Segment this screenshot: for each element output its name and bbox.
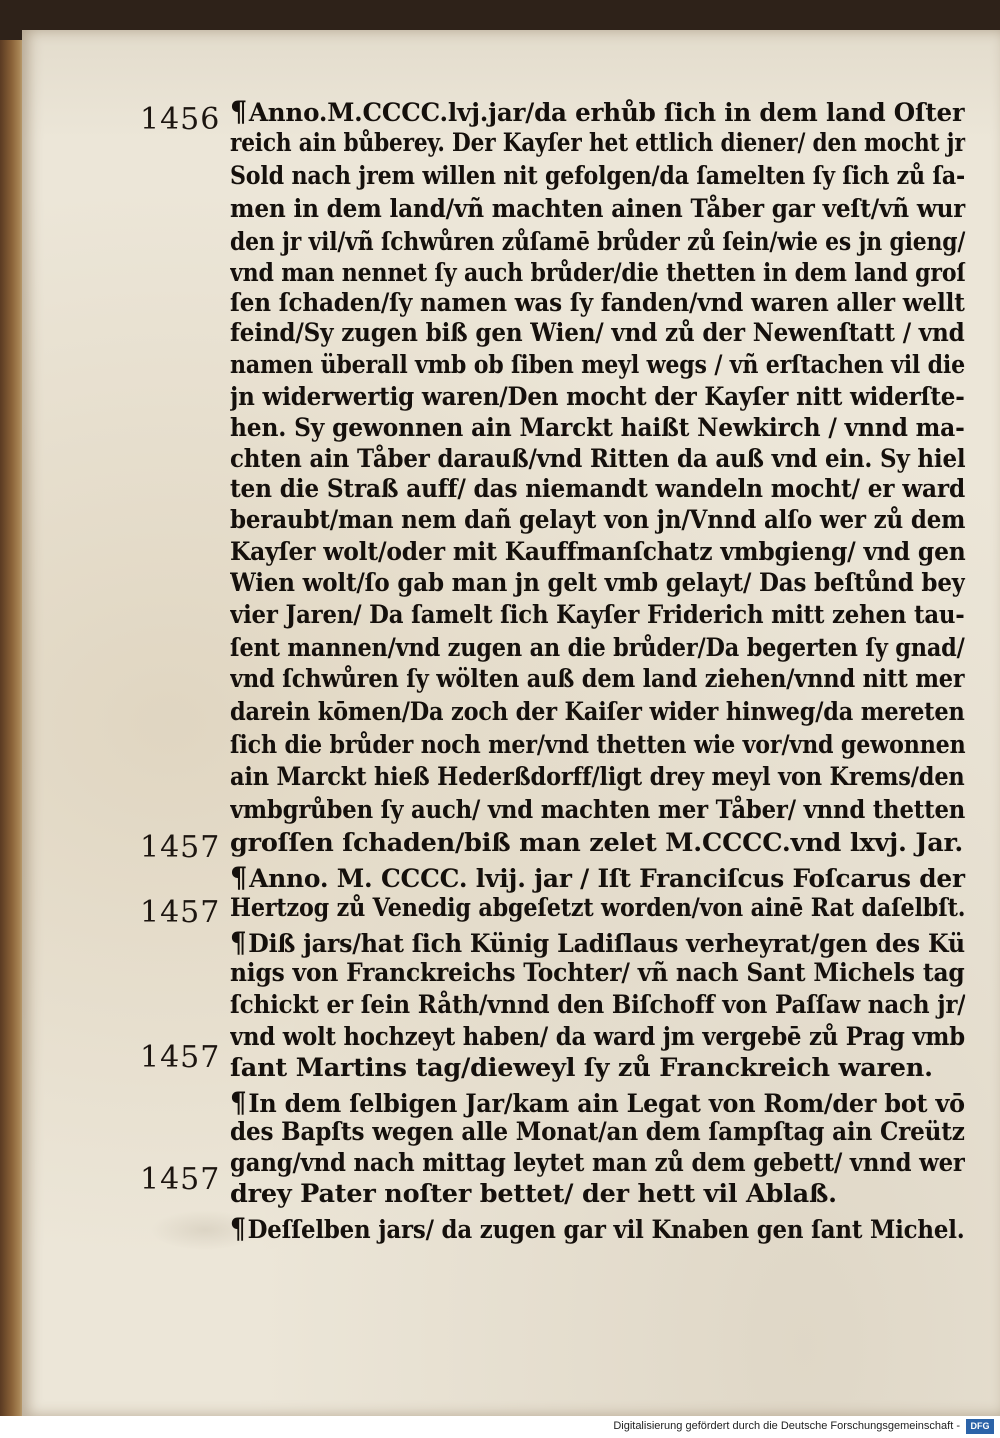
text-line: vier Jaren/ Da ſamelt ſich Kayſer Friderich mitt zehen tau-	[230, 600, 965, 630]
text-line: den jr vil/vñ ſchwůren zůſamē brůder zů ſein/wie es jn gieng/	[230, 227, 966, 257]
text-line: vnd wolt hochzeyt haben/ da ward jm vergebē zů Prag vmb	[230, 1022, 965, 1052]
text-line: reich ain bůberey. Der Kayſer het ettlich diener/ den mocht jr	[230, 128, 966, 158]
paragraph-mark: ¶	[230, 926, 247, 959]
funding-credit: Digitalisierung gefördert durch die Deutsche Forschungsgemeinschaft -	[613, 1420, 960, 1432]
text-line: ¶Diß jars/hat ſich Künig Ladiſlaus verheyrat/gen des Kü	[230, 926, 965, 959]
text-line: beraubt/man nem dañ gelayt von jn/Vnnd alſo wer zů dem	[230, 505, 966, 535]
text-line: ain Marckt hieß Hederßdorff/ligt drey meyl von Krems/den	[230, 762, 965, 792]
text-line: Sold nach jrem willen nit gefolgen/da ſamelten ſy ſich zů ſa-	[230, 161, 966, 191]
text-line: feind/Sy zugen biß gen Wien/ vnd zů der Newenſtatt / vnd	[230, 318, 965, 348]
footer-bar	[0, 1416, 1000, 1438]
paragraph-mark: ¶	[230, 861, 248, 894]
margin-year: 1457	[140, 830, 221, 865]
text-line: Hertzog zů Venedig abgeſetzt worden/von ainē Rat daſelbſt.	[230, 893, 966, 923]
text-line: ſen ſchaden/ſy namen was ſy fanden/vnd waren aller wellt	[230, 288, 965, 318]
text-line: des Bapſts wegen alle Monat/an dem ſampſtag ain Creütz	[230, 1117, 965, 1147]
text-line: ¶In dem ſelbigen Jar/kam ain Legat von Rom/der bot vō	[230, 1086, 965, 1119]
text-line: ſent mannen/vnd zugen an die brůder/Da begerten ſy gnad/	[230, 633, 965, 663]
text-line: nigs von Franckreichs Tochter/ vñ nach Sant Michels tag	[230, 958, 965, 988]
text-line: ſich die brůder noch mer/vnd thetten wie vor/vnd gewonnen	[230, 730, 966, 760]
text-line: ¶Anno. M. CCCC. lvij. jar / Iſt Franciſcus Foſcarus der	[230, 861, 965, 894]
text-line: Kayſer wolt/oder mit Kauffmanſchatz vmbgieng/ vnd gen	[230, 537, 966, 567]
text-line: namen überall vmb ob ſiben meyl wegs / vñ erſtachen vil die	[230, 350, 966, 380]
text-line: ſchickt er ſein Råth/vnnd den Biſchoff von Paſſaw nach jr/	[230, 990, 966, 1020]
text-line: vmbgrůben ſy auch/ vnd machten mer Tåber/ vnnd thetten	[230, 795, 966, 825]
text-line: jn widerwertig waren/Den mocht der Kayſer nitt widerſte-	[230, 382, 965, 412]
paragraph-mark: ¶	[230, 1212, 246, 1245]
paragraph-mark: ¶	[230, 95, 247, 128]
text-line: men in dem land/vñ machten ainen Tåber gar veſt/vñ wur	[230, 194, 966, 224]
text-line: ¶Deſſelben jars/ da zugen gar vil Knaben gen ſant Michel.	[230, 1212, 965, 1245]
paragraph-mark: ¶	[230, 1086, 247, 1119]
text-line: ¶Anno.M.CCCC.lvj.jar/da erhůb ſich in dem land Oſter	[230, 95, 965, 128]
text-line: ten die Straß auff/ das niemandt wandeln mocht/ er ward	[230, 474, 965, 504]
text-line: gang/vnd nach mittag leytet man zů dem gebett/ vnnd wer	[230, 1148, 965, 1178]
text-line: chten ain Tåber darauß/vnd Ritten da auß vnd ein. Sy hiel	[230, 444, 966, 474]
text-line: Wien wolt/ſo gab man jn gelt vmb gelayt/ Das beſtůnd bey	[230, 568, 965, 598]
text-line: groſſen ſchaden/biß man zelet M.CCCC.vnd lxvj. Jar.	[230, 828, 964, 858]
margin-year: 1457	[140, 895, 221, 930]
dfg-logo: DFG	[966, 1419, 994, 1434]
text-line: vnd man nennet ſy auch brůder/die thetten in dem land groſ	[230, 258, 966, 288]
text-line: ſant Martins tag/dieweyl ſy zů Franckreich waren.	[230, 1053, 933, 1083]
margin-year: 1457	[140, 1040, 221, 1075]
margin-year: 1456	[140, 102, 221, 137]
text-line: darein kōmen/Da zoch der Kaiſer wider hinweg/da mereten	[230, 697, 965, 727]
text-line: vnd ſchwůren ſy wölten auß dem land ziehen/vnnd nitt mer	[230, 664, 965, 694]
margin-year: 1457	[140, 1162, 221, 1197]
text-line: drey Pater noſter bettet/ der hett vil Ablaß.	[230, 1179, 837, 1209]
text-line: hen. Sy gewonnen ain Marckt haißt Newkirch / vnnd ma-	[230, 413, 965, 443]
